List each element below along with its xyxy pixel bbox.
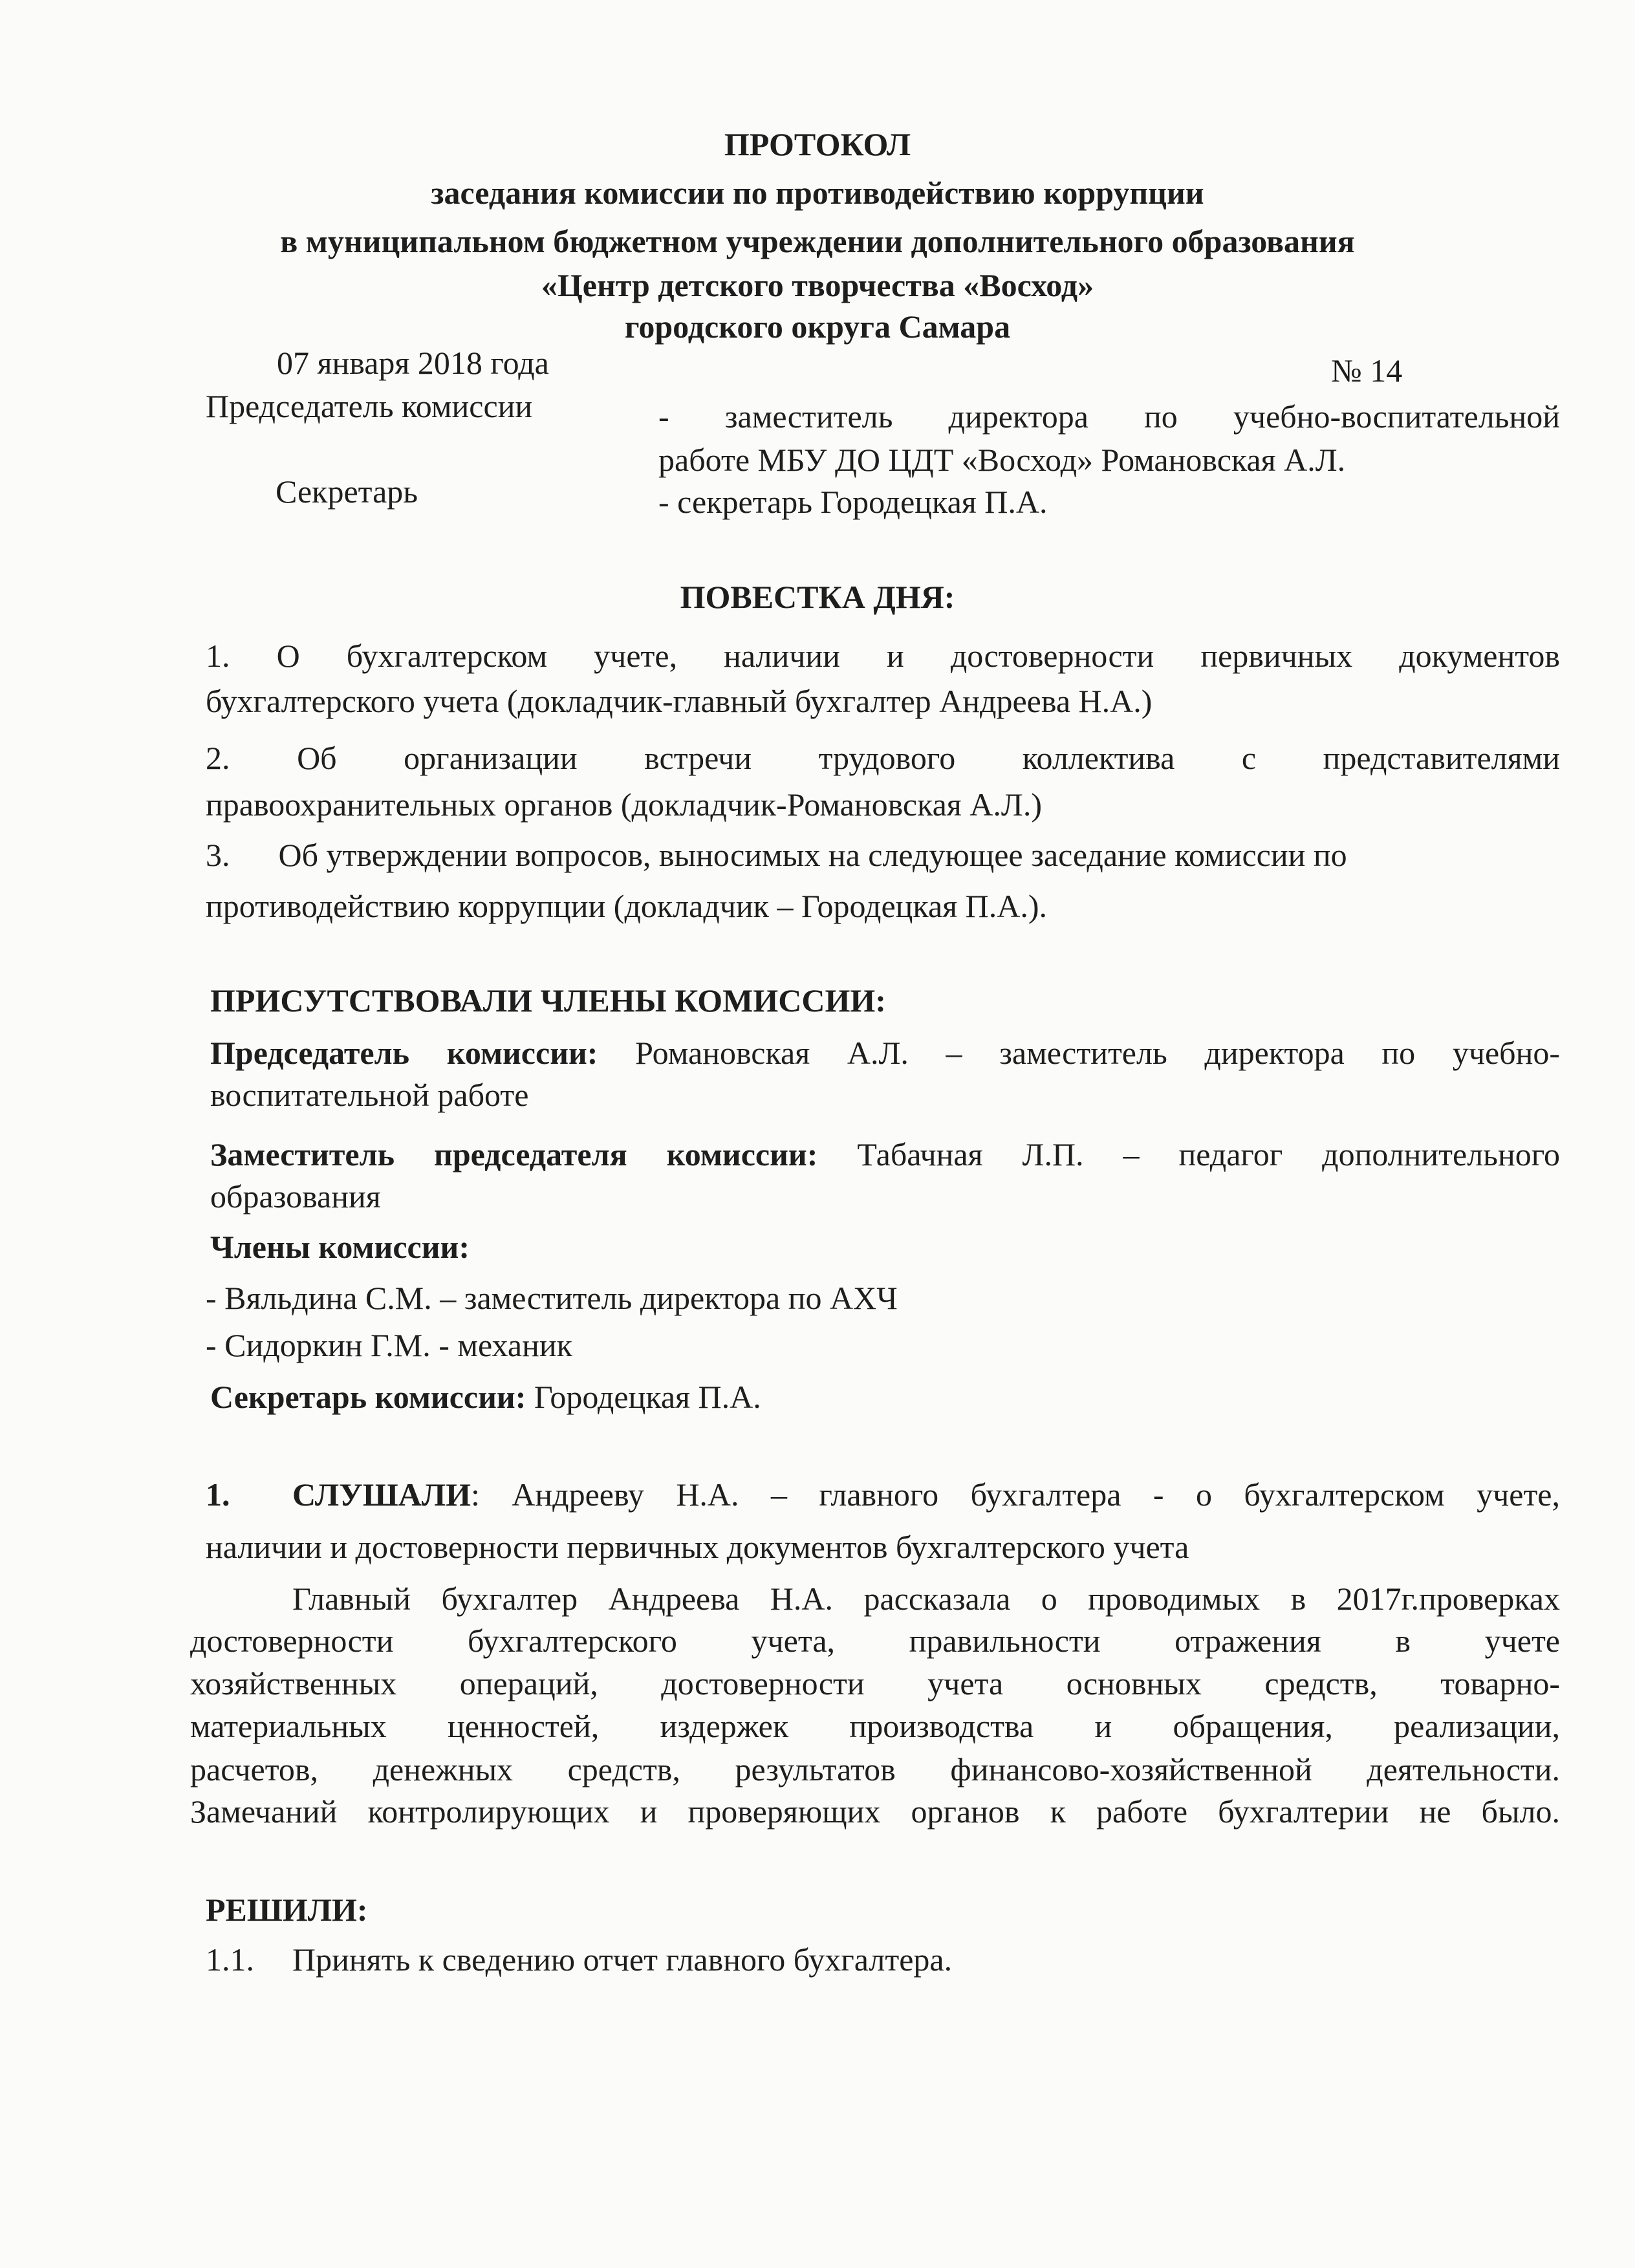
secretary-label: Секретарь	[276, 473, 418, 510]
decided-item-number: 1.1.	[206, 1941, 254, 1978]
subtitle-line-2: в муниципальном бюджетном учреждении дополнительного образования	[280, 223, 1355, 259]
subtitle-line-4: городского округа Самара	[624, 308, 1011, 345]
attendees-secretary-label: Секретарь комиссии:	[210, 1379, 526, 1415]
agenda-item-3-line-2: противодействию коррупции (докладчик – Городецкая П.А.).	[206, 888, 1048, 924]
subtitle-line-1: заседания комиссии по противодействию коррупции	[431, 175, 1204, 211]
attendees-deputy-value: Табачная Л.П. – педагог дополнительного	[857, 1136, 1560, 1172]
heard-paragraph-line-2: достоверности бухгалтерского учета, правильности отражения в учете	[190, 1623, 1560, 1659]
chair-value-line-1: - заместитель директора по учебно-воспитательной	[658, 398, 1560, 435]
attendees-chair-line	[210, 1037, 1560, 1069]
protocol-number: № 14	[1331, 352, 1403, 389]
attendees-deputy-label: Заместитель председателя комиссии:	[210, 1136, 818, 1172]
attendees-secretary-value: Городецкая П.А.	[534, 1379, 761, 1415]
agenda-item-3-line-1: 3. Об утверждении вопросов, выносимых на следующее заседание комиссии по	[206, 837, 1347, 873]
agenda-item-1-line-1: 1. О бухгалтерском учете, наличии и достоверности первичных документов	[206, 638, 1560, 674]
attendees-member-2: - Сидоркин Г.М. - механик	[206, 1327, 572, 1363]
agenda-item-2-line-1: 2. Об организации встречи трудового коллектива с представителями	[206, 740, 1560, 776]
heard-paragraph-line-5: расчетов, денежных средств, результатов финансово-хозяйственной деятельности.	[190, 1751, 1560, 1787]
attendees-chair-value-2: воспитательной работе	[210, 1077, 529, 1113]
chair-value-line-2: работе МБУ ДО ЦДТ «Восход» Романовская А.Л.	[658, 442, 1346, 478]
secretary-value: - секретарь Городецкая П.А.	[658, 484, 1048, 520]
heard-line-1	[292, 1478, 1560, 1511]
heard-paragraph-line-6: Замечаний контролирующих и проверяющих органов к работе бухгалтерии не было.	[190, 1793, 1560, 1830]
attendees-chair-value: Романовская А.Л. – заместитель директора по учебно-	[635, 1035, 1560, 1071]
decided-heading: РЕШИЛИ:	[206, 1892, 368, 1928]
heard-paragraph-line-1: Главный бухгалтер Андреева Н.А. рассказала о проводимых в 2017г.проверках	[292, 1581, 1560, 1617]
chair-label: Председатель комиссии	[206, 388, 533, 424]
decided-item-text: Принять к сведению отчет главного бухгалтера.	[292, 1941, 953, 1978]
agenda-item-1-line-2: бухгалтерского учета (докладчик-главный бухгалтер Андреева Н.А.)	[206, 683, 1153, 719]
subtitle-line-3: «Центр детского творчества «Восход»	[541, 267, 1094, 303]
agenda-item-2-line-2: правоохранительных органов (докладчик-Романовская А.Л.)	[206, 786, 1042, 823]
attendees-deputy-value-2: образования	[210, 1178, 381, 1215]
heard-line-2: наличии и достоверности первичных документов бухгалтерского учета	[206, 1529, 1189, 1565]
attendees-heading: ПРИСУТСТВОВАЛИ ЧЛЕНЫ КОМИССИИ:	[210, 982, 886, 1019]
attendees-members-label: Члены комиссии:	[210, 1229, 470, 1265]
heard-paragraph-line-4: материальных ценностей, издержек производства и обращения, реализации,	[190, 1708, 1560, 1744]
attendees-deputy-line	[210, 1138, 1560, 1171]
agenda-heading: ПОВЕСТКА ДНЯ:	[680, 579, 955, 615]
heard-label: СЛУШАЛИ	[292, 1476, 471, 1513]
heard-number: 1.	[206, 1476, 230, 1513]
attendees-chair-label: Председатель комиссии:	[210, 1035, 598, 1071]
document-title: ПРОТОКОЛ	[724, 126, 911, 162]
attendees-member-1: - Вяльдина С.М. – заместитель директора по АХЧ	[206, 1280, 898, 1316]
heard-line-1-rest: : Андрееву Н.А. – главного бухгалтера - о бухгалтерском учете,	[470, 1476, 1560, 1513]
heard-paragraph-line-3: хозяйственных операций, достоверности учета основных средств, товарно-	[190, 1665, 1560, 1701]
protocol-date: 07 января 2018 года	[277, 345, 549, 381]
attendees-secretary-line	[210, 1381, 761, 1413]
